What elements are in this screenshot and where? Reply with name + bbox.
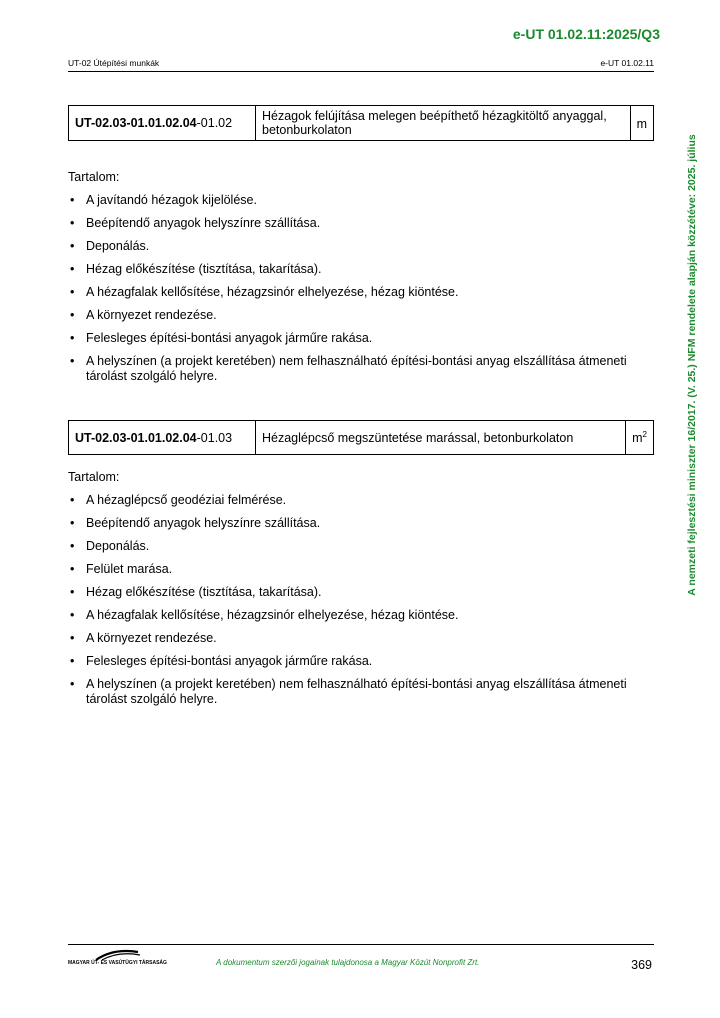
item-code-suffix: -01.02	[196, 116, 233, 130]
content-label: Tartalom:	[68, 470, 120, 484]
side-publication-note	[683, 100, 701, 630]
org-name: MAGYAR ÚT- ÉS VASÚTÜGYI TÁRSASÁG	[68, 960, 167, 966]
list-item: • Beépítendő anyagok helyszínre szállítása.	[68, 516, 628, 531]
content-bullet-list	[68, 193, 628, 384]
list-item: • Deponálás.	[68, 539, 628, 554]
item-unit-text: m	[632, 431, 643, 446]
content-label: Tartalom:	[68, 170, 120, 184]
item-unit	[630, 106, 653, 141]
list-item: • A hézaglépcső geodéziai felmérése.	[68, 493, 628, 508]
list-item: • Felesleges építési-bontási anyagok járműre rakása.	[68, 654, 628, 669]
item-code-cell	[69, 106, 256, 141]
item-description: Hézaglépcső megszüntetése marással, betonburkolaton	[256, 421, 626, 455]
list-item: • Hézag előkészítése (tisztítása, takarítása).	[68, 585, 628, 600]
item-table-2	[68, 420, 654, 455]
item-description: Hézagok felújítása melegen beépíthető hézagkitöltő anyaggal, betonburkolaton	[256, 106, 631, 141]
list-item: • Beépítendő anyagok helyszínre szállítása.	[68, 216, 628, 231]
content-bullet-list	[68, 493, 628, 707]
list-item: • A hézagfalak kellősítése, hézagzsinór elhelyezése, hézag kiöntése.	[68, 608, 628, 623]
item-content-1	[68, 170, 628, 392]
list-item: • Hézag előkészítése (tisztítása, takarítása).	[68, 262, 628, 277]
list-item: • A hézagfalak kellősítése, hézagzsinór elhelyezése, hézag kiöntése.	[68, 285, 628, 300]
org-logo	[68, 948, 178, 968]
document-code: e-UT 01.02.11:2025/Q3	[512, 26, 660, 42]
list-item: • A környezet rendezése.	[68, 308, 628, 323]
item-code-bold: UT-02.03-01.01.02.04	[75, 116, 197, 130]
page-number: 369	[631, 958, 652, 972]
item-unit	[626, 421, 654, 455]
side-publication-note-text: A nemzeti fejlesztési miniszter 16/2017. (V. 25.) NFM rendelete alapján közzétéve: 2025. július	[686, 134, 698, 596]
item-table-1	[68, 105, 654, 141]
list-item: • A helyszínen (a projekt keretében) nem felhasználható építési-bontási anyag elszállítása átmeneti tárolást szolgáló helyre.	[68, 354, 628, 384]
item-row	[69, 106, 654, 141]
item-unit-text: m	[636, 117, 647, 132]
list-item: • A javítandó hézagok kijelölése.	[68, 193, 628, 208]
copyright-notice: A dokumentum szerzői jogainak tulajdonosa a Magyar Közút Nonprofit Zrt.	[216, 958, 480, 967]
running-header	[68, 58, 654, 72]
list-item: • A helyszínen (a projekt keretében) nem felhasználható építési-bontási anyag elszállítása átmeneti tárolást szolgáló helyre.	[68, 677, 628, 707]
item-code-suffix: -01.03	[196, 430, 233, 445]
list-item: • A környezet rendezése.	[68, 631, 628, 646]
running-header-right: e-UT 01.02.11	[600, 58, 654, 68]
item-unit-sup: 2	[642, 429, 647, 439]
list-item: • Felesleges építési-bontási anyagok járműre rakása.	[68, 331, 628, 346]
running-header-left: UT-02 Útépítési munkák	[68, 58, 160, 68]
item-content-2	[68, 470, 628, 715]
item-row	[69, 421, 654, 455]
item-code-bold: UT-02.03-01.01.02.04	[75, 430, 197, 445]
list-item: • Deponálás.	[68, 239, 628, 254]
item-code-cell	[69, 421, 256, 455]
list-item: • Felület marása.	[68, 562, 628, 577]
footer-rule	[68, 944, 654, 945]
